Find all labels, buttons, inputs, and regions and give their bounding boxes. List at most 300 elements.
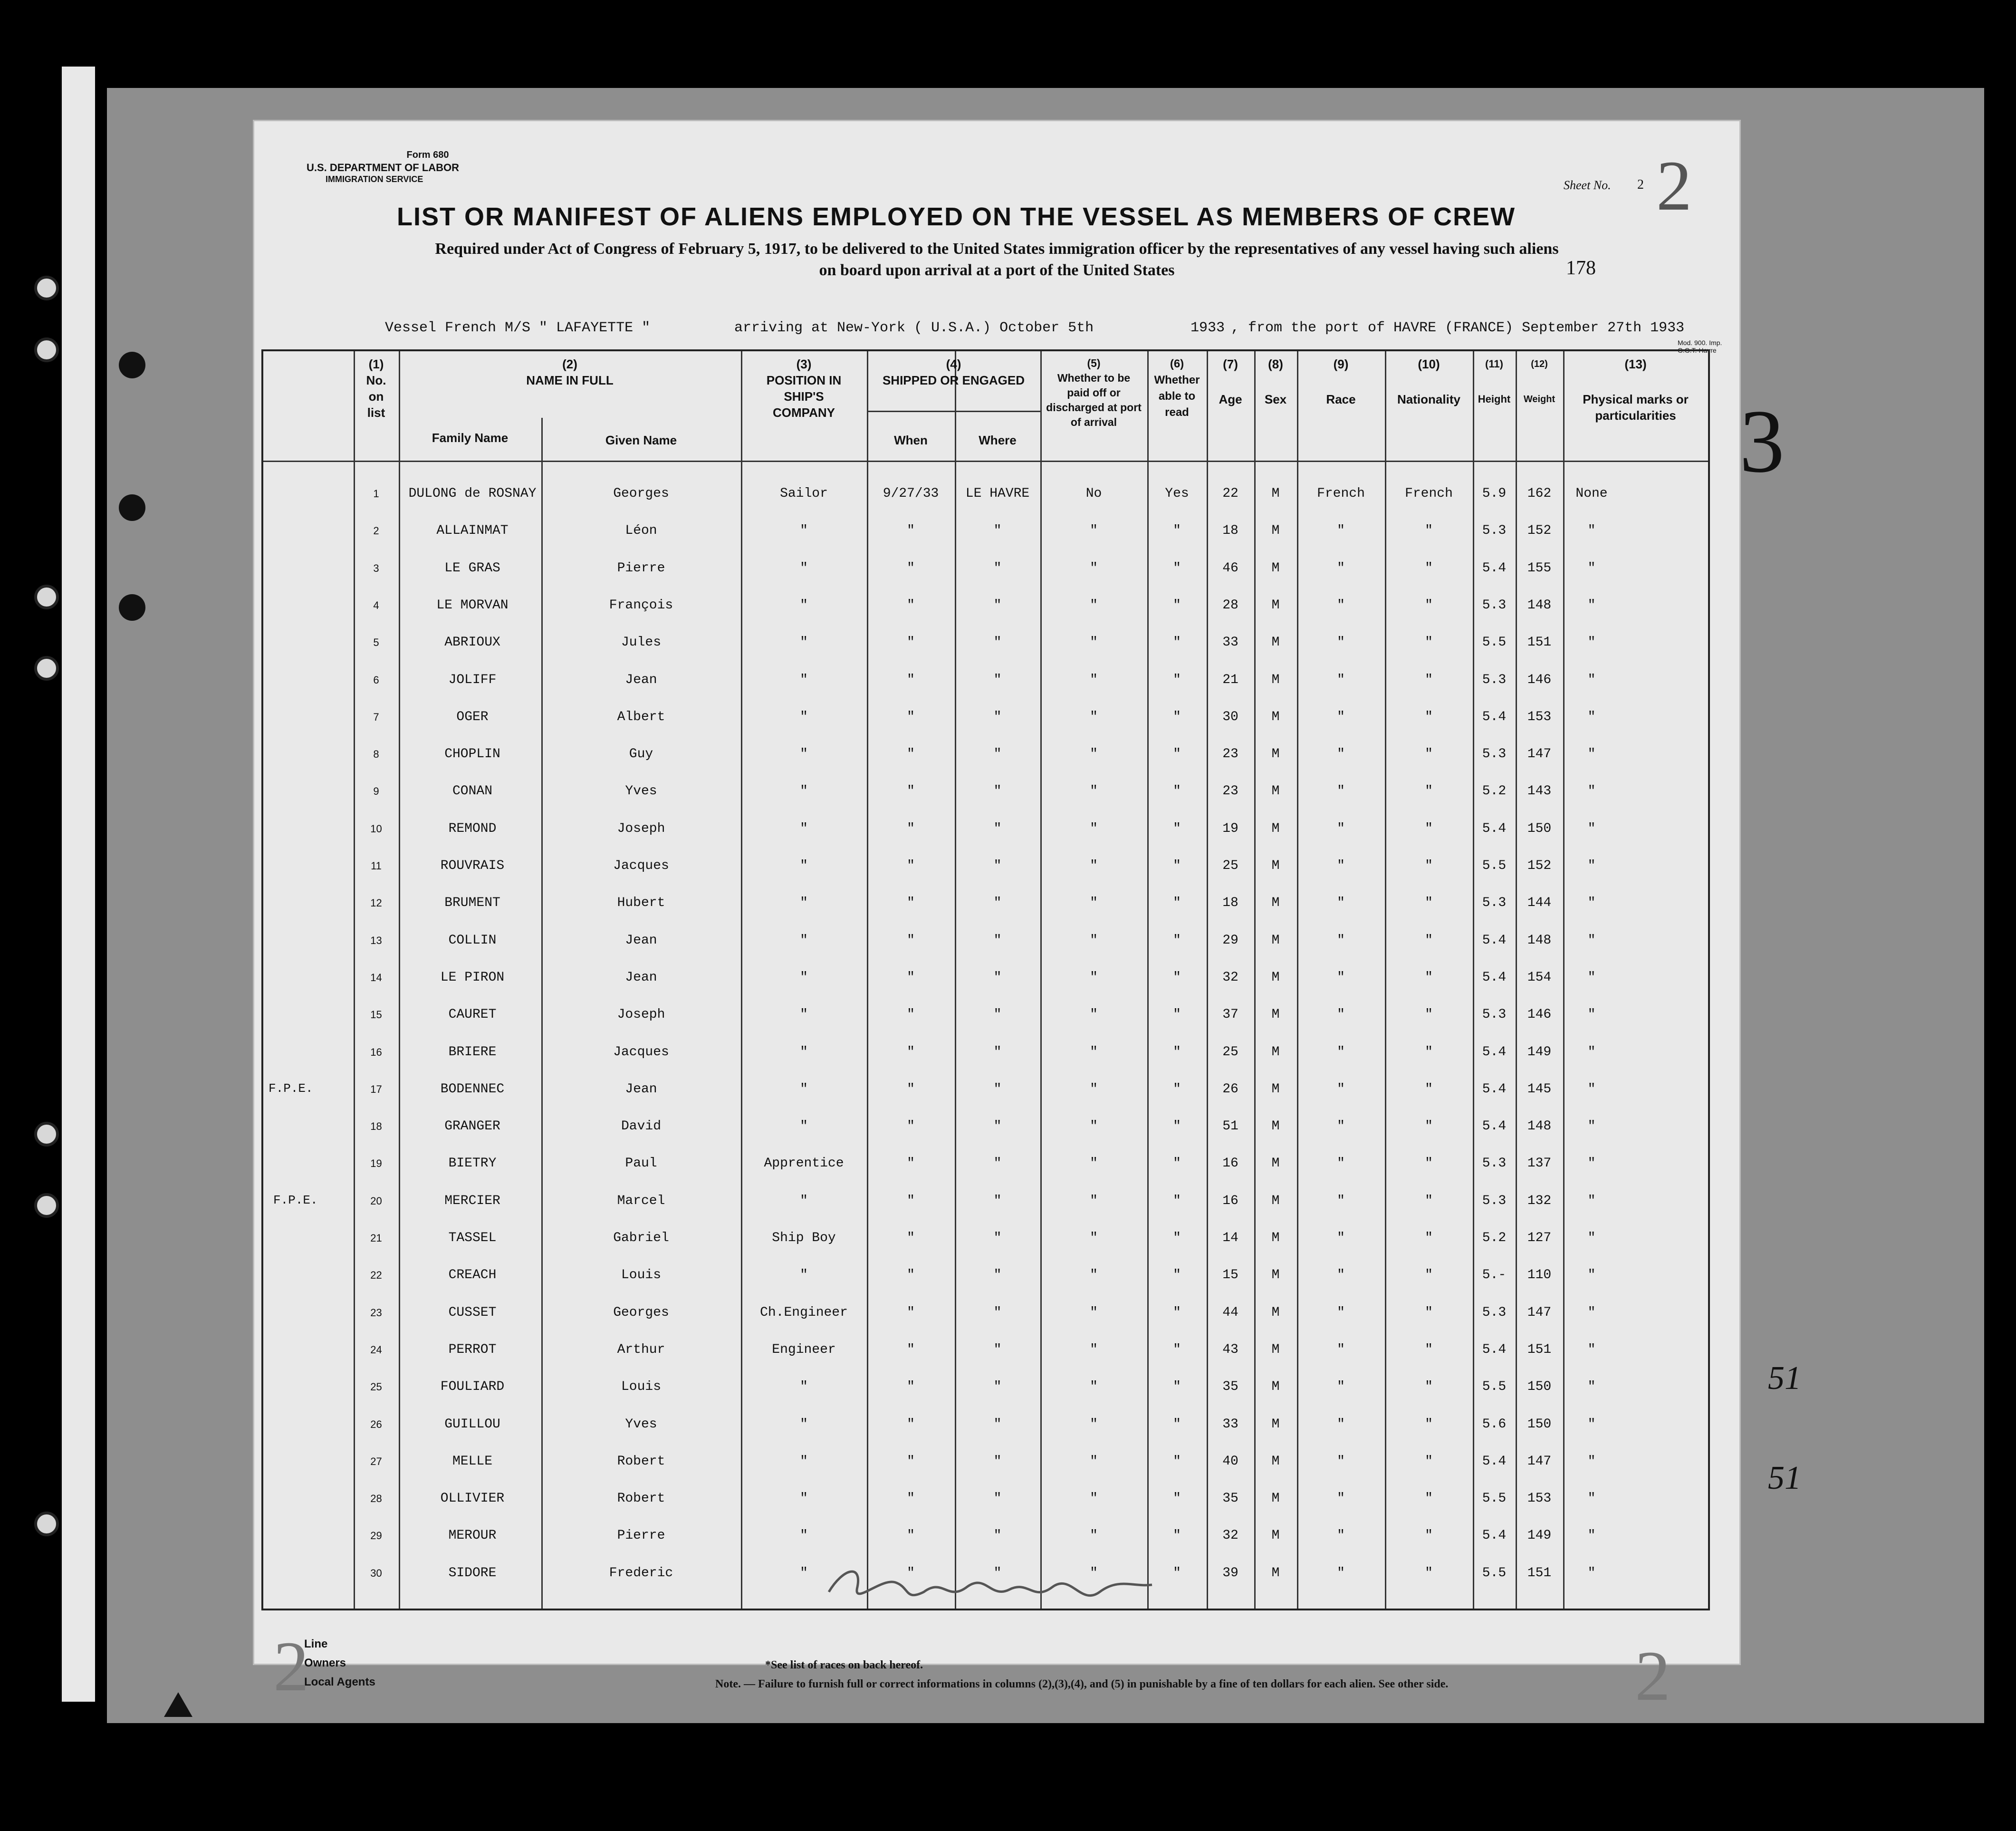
cell-age: 22 xyxy=(1222,486,1238,501)
cell-age: 43 xyxy=(1222,1342,1238,1357)
cell-sex: M xyxy=(1271,523,1280,539)
cell-family: ALLAINMAT xyxy=(436,523,509,539)
cell-height: 5.2 xyxy=(1482,784,1507,799)
binder-hole xyxy=(119,352,145,378)
cell-read: " xyxy=(1173,1119,1181,1134)
cell-marks: " xyxy=(1587,747,1596,762)
service: IMMIGRATION SERVICE xyxy=(326,174,423,184)
binder-ring xyxy=(34,337,59,362)
cell-sex: M xyxy=(1271,1044,1280,1060)
cell-no: 27 xyxy=(370,1455,382,1467)
cell-read: " xyxy=(1173,1565,1181,1580)
cell-family: LE PIRON xyxy=(440,970,505,985)
cell-nat: " xyxy=(1425,1417,1433,1432)
cell-given: Hubert xyxy=(617,896,665,911)
cell-given: François xyxy=(609,597,673,613)
table-row xyxy=(263,1306,1708,1343)
cell-weight: 154 xyxy=(1527,970,1552,985)
cell-race: " xyxy=(1337,709,1345,724)
cell-when: " xyxy=(907,1379,915,1395)
cell-marks: " xyxy=(1587,1417,1596,1432)
page-title: LIST OR MANIFEST OF ALIENS EMPLOYED ON THE VESSEL AS MEMBERS OF CREW xyxy=(397,202,1516,231)
cell-given: Gabriel xyxy=(613,1231,669,1245)
cell-position: Engineer xyxy=(772,1342,836,1357)
cell-nat: " xyxy=(1425,1119,1433,1134)
cell-family: GUILLOU xyxy=(444,1417,500,1432)
cell-nat: " xyxy=(1425,1565,1433,1580)
cell-paid: " xyxy=(1090,1044,1098,1060)
cell-race: " xyxy=(1337,1417,1345,1432)
margin-note-fpe: F.P.E. xyxy=(269,1081,313,1096)
cell-given: Louis xyxy=(621,1379,661,1395)
table-row xyxy=(263,561,1708,598)
cell-position: " xyxy=(800,672,808,687)
cell-marks: " xyxy=(1587,784,1596,799)
cell-family: JOLIFF xyxy=(448,672,497,687)
cell-race: " xyxy=(1337,1268,1345,1283)
cell-race: " xyxy=(1337,1119,1345,1134)
cell-age: 35 xyxy=(1222,1491,1238,1506)
col-nationality-header: (10) Nationality xyxy=(1397,357,1460,406)
cell-given: Albert xyxy=(617,709,665,724)
subtitle-line-1: Required under Act of Congress of February 5, 1917, to be delivered to the United States immigration officer by the representatives of any vessel having such aliens xyxy=(435,240,1559,258)
footer-agents-label: Local Agents xyxy=(304,1676,375,1688)
arrival-info: arriving at New-York ( U.S.A.) October 5th xyxy=(734,320,1094,336)
cell-paid: " xyxy=(1090,821,1098,836)
cell-when: " xyxy=(907,1193,915,1208)
cell-when: " xyxy=(907,1305,915,1320)
cell-position: " xyxy=(800,709,808,724)
cell-given: Arthur xyxy=(617,1342,665,1357)
cell-given: Joseph xyxy=(617,821,665,836)
cell-given: Joseph xyxy=(617,1007,665,1022)
cell-when: " xyxy=(907,858,915,873)
cell-paid: " xyxy=(1090,1305,1098,1320)
cell-when: 9/27/33 xyxy=(883,486,939,501)
cell-when: " xyxy=(907,1268,915,1283)
cell-age: 33 xyxy=(1222,1417,1238,1432)
cell-family: MEROUR xyxy=(448,1528,497,1543)
table-row xyxy=(263,636,1708,673)
cell-weight: 146 xyxy=(1527,1007,1552,1022)
cell-when: " xyxy=(907,970,915,985)
cell-nat: " xyxy=(1425,1491,1433,1506)
cell-read: " xyxy=(1173,1342,1181,1357)
cell-when: " xyxy=(907,747,915,762)
cell-race: " xyxy=(1337,597,1345,613)
cell-race: " xyxy=(1337,896,1345,911)
cell-paid: " xyxy=(1090,1007,1098,1022)
cell-marks: " xyxy=(1587,1342,1596,1357)
cell-weight: 148 xyxy=(1527,597,1552,613)
cell-weight: 155 xyxy=(1527,560,1552,576)
cell-read: " xyxy=(1173,1454,1181,1469)
cell-where: " xyxy=(993,672,1002,687)
cell-sex: M xyxy=(1271,1156,1280,1171)
cell-age: 44 xyxy=(1222,1305,1238,1320)
cell-weight: 153 xyxy=(1527,709,1552,724)
binder-ring xyxy=(34,1193,59,1218)
cell-where: " xyxy=(993,1379,1002,1395)
cell-no: 5 xyxy=(373,636,379,649)
cell-height: 5.2 xyxy=(1482,1231,1507,1245)
table-row xyxy=(263,1492,1708,1529)
cell-where: " xyxy=(993,1417,1002,1432)
cell-where: " xyxy=(993,1268,1002,1283)
cell-paid: " xyxy=(1090,1156,1098,1171)
cell-where: LE HAVRE xyxy=(965,486,1030,501)
col-given-name-header: Given Name xyxy=(605,433,677,447)
cell-paid: " xyxy=(1090,896,1098,911)
cell-height: 5.9 xyxy=(1482,486,1507,501)
cell-nat: " xyxy=(1425,1379,1433,1395)
cell-family: COLLIN xyxy=(448,933,497,948)
cell-paid: " xyxy=(1090,784,1098,799)
cell-nat: " xyxy=(1425,1007,1433,1022)
cell-where: " xyxy=(993,970,1002,985)
cell-height: 5.3 xyxy=(1482,523,1507,539)
cell-height: 5.3 xyxy=(1482,747,1507,762)
cell-when: " xyxy=(907,560,915,576)
cell-paid: " xyxy=(1090,1454,1098,1469)
cell-no: 25 xyxy=(370,1381,382,1393)
cell-age: 16 xyxy=(1222,1156,1238,1171)
cell-no: 1 xyxy=(373,488,379,500)
table-row xyxy=(263,1194,1708,1231)
cell-age: 19 xyxy=(1222,821,1238,836)
col-physical-marks-header: (13) Physical marks or particularities xyxy=(1583,357,1689,423)
cell-paid: " xyxy=(1090,1268,1098,1283)
col-name-header: (2) NAME IN FULL xyxy=(526,357,614,387)
cell-nat: " xyxy=(1425,858,1433,873)
cell-when: " xyxy=(907,1417,915,1432)
cell-age: 32 xyxy=(1222,1528,1238,1543)
cell-when: " xyxy=(907,709,915,724)
cell-nat: " xyxy=(1425,1081,1433,1097)
table-row xyxy=(263,524,1708,561)
cell-marks: " xyxy=(1587,672,1596,687)
binder-ring xyxy=(34,1122,59,1147)
binder-ring xyxy=(34,656,59,681)
cell-race: " xyxy=(1337,1379,1345,1395)
cell-height: 5.3 xyxy=(1482,1305,1507,1320)
cell-paid: " xyxy=(1090,747,1098,762)
signature xyxy=(824,1559,1157,1611)
col-no-header: (1) No. on list xyxy=(366,357,386,420)
cell-given: Jules xyxy=(621,635,661,650)
cell-age: 51 xyxy=(1222,1119,1238,1134)
cell-sex: M xyxy=(1271,1119,1280,1134)
cell-marks: " xyxy=(1587,896,1596,911)
cell-when: " xyxy=(907,635,915,650)
cell-family: REMOND xyxy=(448,821,497,836)
col-shipped-header: (4) SHIPPED OR ENGAGED xyxy=(882,357,1025,387)
cell-position: " xyxy=(800,1454,808,1469)
cell-read: " xyxy=(1173,1379,1181,1395)
table-row xyxy=(263,1380,1708,1417)
cell-when: " xyxy=(907,1156,915,1171)
cell-age: 14 xyxy=(1222,1231,1238,1245)
cell-no: 9 xyxy=(373,785,379,798)
table-row xyxy=(263,1008,1708,1045)
cell-family: BIETRY xyxy=(448,1156,497,1171)
cell-age: 35 xyxy=(1222,1379,1238,1395)
cell-read: " xyxy=(1173,1417,1181,1432)
cell-weight: 132 xyxy=(1527,1193,1552,1208)
cell-race: " xyxy=(1337,1528,1345,1543)
cell-read: " xyxy=(1173,784,1181,799)
cell-read: " xyxy=(1173,635,1181,650)
cell-weight: 152 xyxy=(1527,523,1552,539)
cell-no: 26 xyxy=(370,1418,382,1430)
cell-when: " xyxy=(907,1231,915,1245)
cell-weight: 110 xyxy=(1527,1268,1552,1283)
margin-note-51: 51 xyxy=(1768,1360,1801,1397)
cell-marks: " xyxy=(1587,709,1596,724)
cell-height: 5.4 xyxy=(1482,933,1507,948)
cell-no: 10 xyxy=(370,822,382,835)
col-when-header: When xyxy=(894,433,928,447)
table-row xyxy=(263,859,1708,896)
cell-when: " xyxy=(907,1007,915,1022)
cell-race: " xyxy=(1337,1342,1345,1357)
col-height-header: (11) Height xyxy=(1478,358,1511,405)
cell-weight: 151 xyxy=(1527,1565,1552,1580)
cell-weight: 162 xyxy=(1527,486,1552,501)
cell-where: " xyxy=(993,747,1002,762)
cell-when: " xyxy=(907,1119,915,1134)
cell-paid: " xyxy=(1090,672,1098,687)
table-row xyxy=(263,747,1708,784)
cell-read: " xyxy=(1173,1528,1181,1543)
cell-height: 5.4 xyxy=(1482,1081,1507,1097)
cell-position: " xyxy=(800,970,808,985)
cell-age: 46 xyxy=(1222,560,1238,576)
cell-given: Frederic xyxy=(609,1565,673,1580)
table-row xyxy=(263,971,1708,1008)
cell-position: " xyxy=(800,896,808,911)
cell-position: " xyxy=(800,784,808,799)
cell-given: Paul xyxy=(625,1156,657,1171)
cell-read: " xyxy=(1173,1491,1181,1506)
cell-race: " xyxy=(1337,858,1345,873)
cell-read: " xyxy=(1173,747,1181,762)
col-position-header: (3) POSITION IN SHIP'S COMPANY xyxy=(766,357,842,420)
cell-height: 5.6 xyxy=(1482,1417,1507,1432)
cell-where: " xyxy=(993,1193,1002,1208)
cell-position: " xyxy=(800,747,808,762)
cell-paid: " xyxy=(1090,560,1098,576)
table-row xyxy=(263,487,1708,524)
cell-position: " xyxy=(800,635,808,650)
cell-read: " xyxy=(1173,821,1181,836)
cell-age: 33 xyxy=(1222,635,1238,650)
col-age-header: (7) Age xyxy=(1219,357,1242,406)
cell-given: Pierre xyxy=(617,1528,665,1543)
cell-read: " xyxy=(1173,1193,1181,1208)
cell-no: 29 xyxy=(370,1530,382,1542)
footer-owners-label: Owners xyxy=(304,1657,346,1669)
cell-marks: " xyxy=(1587,635,1596,650)
cell-when: " xyxy=(907,1342,915,1357)
cell-race: " xyxy=(1337,1156,1345,1171)
cell-where: " xyxy=(993,1231,1002,1245)
cell-no: 23 xyxy=(370,1306,382,1319)
cell-marks: " xyxy=(1587,560,1596,576)
cell-paid: " xyxy=(1090,1342,1098,1357)
table-row xyxy=(263,784,1708,821)
cell-where: " xyxy=(993,1044,1002,1060)
cell-age: 26 xyxy=(1222,1081,1238,1097)
sheet-stamp-right: 2 xyxy=(1635,1637,1670,1715)
cell-marks: " xyxy=(1587,1268,1596,1283)
table-row xyxy=(263,934,1708,971)
cell-height: 5.3 xyxy=(1482,597,1507,613)
cell-read: " xyxy=(1173,933,1181,948)
cell-given: Pierre xyxy=(617,560,665,576)
table-row xyxy=(263,1343,1708,1380)
cell-paid: " xyxy=(1090,1379,1098,1395)
cell-sex: M xyxy=(1271,1007,1280,1022)
cell-paid: " xyxy=(1090,1081,1098,1097)
cell-sex: M xyxy=(1271,784,1280,799)
cell-no: 13 xyxy=(370,934,382,946)
cell-marks: " xyxy=(1587,1081,1596,1097)
cell-marks: " xyxy=(1587,1565,1596,1580)
cell-paid: " xyxy=(1090,858,1098,873)
cell-nat: " xyxy=(1425,1193,1433,1208)
cell-where: " xyxy=(993,1528,1002,1543)
cell-nat: " xyxy=(1425,672,1433,687)
cell-age: 40 xyxy=(1222,1454,1238,1469)
cell-read: " xyxy=(1173,1007,1181,1022)
cell-position: " xyxy=(800,1007,808,1022)
cell-age: 29 xyxy=(1222,933,1238,948)
cell-weight: 149 xyxy=(1527,1044,1552,1060)
cell-position: " xyxy=(800,1044,808,1060)
cell-height: 5.5 xyxy=(1482,1565,1507,1580)
cell-position: Apprentice xyxy=(764,1156,844,1171)
cell-where: " xyxy=(993,858,1002,873)
cell-age: 32 xyxy=(1222,970,1238,985)
cell-read: " xyxy=(1173,896,1181,911)
cell-age: 16 xyxy=(1222,1193,1238,1208)
cell-age: 18 xyxy=(1222,896,1238,911)
cell-given: Georges xyxy=(613,486,669,501)
cell-position: " xyxy=(800,1491,808,1506)
cell-family: LE MORVAN xyxy=(436,597,509,613)
cell-sex: M xyxy=(1271,1268,1280,1283)
cell-position: " xyxy=(800,1193,808,1208)
cell-no: 28 xyxy=(370,1493,382,1505)
cell-position: " xyxy=(800,523,808,539)
cell-height: 5.3 xyxy=(1482,672,1507,687)
vessel-name: Vessel French M/S " LAFAYETTE " xyxy=(385,320,651,336)
cell-sex: M xyxy=(1271,1305,1280,1320)
binder-strip xyxy=(62,67,95,1702)
cell-family: CAURET xyxy=(448,1007,497,1022)
cell-no: 4 xyxy=(373,599,379,611)
cell-family: BODENNEC xyxy=(440,1081,505,1097)
col-race-header: (9) Race xyxy=(1326,357,1356,406)
cell-where: " xyxy=(993,1305,1002,1320)
cell-where: " xyxy=(993,1119,1002,1134)
cell-age: 25 xyxy=(1222,1044,1238,1060)
cell-height: 5.4 xyxy=(1482,970,1507,985)
cell-position: " xyxy=(800,933,808,948)
printer-note: Mod. 900. Imp. G.G.T. Havre xyxy=(1678,339,1722,354)
table-row xyxy=(263,673,1708,710)
cell-age: 39 xyxy=(1222,1565,1238,1580)
table-row xyxy=(263,1268,1708,1305)
cell-age: 25 xyxy=(1222,858,1238,873)
cell-no: 17 xyxy=(370,1083,382,1095)
binder-ring xyxy=(34,1512,59,1536)
table-row xyxy=(263,822,1708,859)
cell-height: 5.4 xyxy=(1482,1119,1507,1134)
cell-race: " xyxy=(1337,560,1345,576)
fine-note: Note. — Failure to furnish full or correct informations in columns (2),(3),(4), and (5) in punishable by a fine of ten dollars for each alien. See other side. xyxy=(715,1678,1449,1690)
cell-paid: " xyxy=(1090,1565,1098,1580)
cell-where: " xyxy=(993,597,1002,613)
cell-nat: " xyxy=(1425,597,1433,613)
cell-no: 2 xyxy=(373,525,379,537)
cell-sex: M xyxy=(1271,486,1280,501)
cell-given: Jean xyxy=(625,1081,657,1097)
cell-race: " xyxy=(1337,970,1345,985)
col-paid-off-header: (5) Whether to be paid off or discharged at port of arrival xyxy=(1046,357,1142,428)
cell-sex: M xyxy=(1271,560,1280,576)
sheet-number-large: 2 xyxy=(1656,146,1692,225)
cell-sex: M xyxy=(1271,1231,1280,1245)
cell-family: CREACH xyxy=(448,1268,497,1283)
cell-position: " xyxy=(800,1528,808,1543)
cell-marks: " xyxy=(1587,597,1596,613)
cell-height: 5.- xyxy=(1482,1268,1507,1283)
cell-where: " xyxy=(993,560,1002,576)
cell-read: " xyxy=(1173,523,1181,539)
cell-paid: " xyxy=(1090,635,1098,650)
cell-race: " xyxy=(1337,784,1345,799)
table-row xyxy=(263,1455,1708,1492)
cell-read: Yes xyxy=(1165,486,1189,501)
cell-nat: " xyxy=(1425,1342,1433,1357)
cell-given: Jean xyxy=(625,970,657,985)
cell-read: " xyxy=(1173,672,1181,687)
cell-no: 22 xyxy=(370,1269,382,1282)
cell-family: BRIERE xyxy=(448,1044,497,1060)
cell-where: " xyxy=(993,709,1002,724)
cell-where: " xyxy=(993,1007,1002,1022)
cell-weight: 147 xyxy=(1527,1305,1552,1320)
cell-race: " xyxy=(1337,1007,1345,1022)
cell-family: BRUMENT xyxy=(444,896,500,911)
cell-paid: " xyxy=(1090,1119,1098,1134)
cell-nat: " xyxy=(1425,1156,1433,1171)
cell-position: " xyxy=(800,597,808,613)
cell-paid: No xyxy=(1085,486,1102,501)
cell-age: 23 xyxy=(1222,747,1238,762)
cell-sex: M xyxy=(1271,1379,1280,1395)
cell-no: 18 xyxy=(370,1120,382,1133)
cell-no: 12 xyxy=(370,897,382,909)
cell-race: " xyxy=(1337,1193,1345,1208)
cell-read: " xyxy=(1173,1044,1181,1060)
cell-position: " xyxy=(800,1119,808,1134)
cell-given: Jean xyxy=(625,672,657,687)
cell-nat: " xyxy=(1425,1231,1433,1245)
cell-height: 5.3 xyxy=(1482,896,1507,911)
